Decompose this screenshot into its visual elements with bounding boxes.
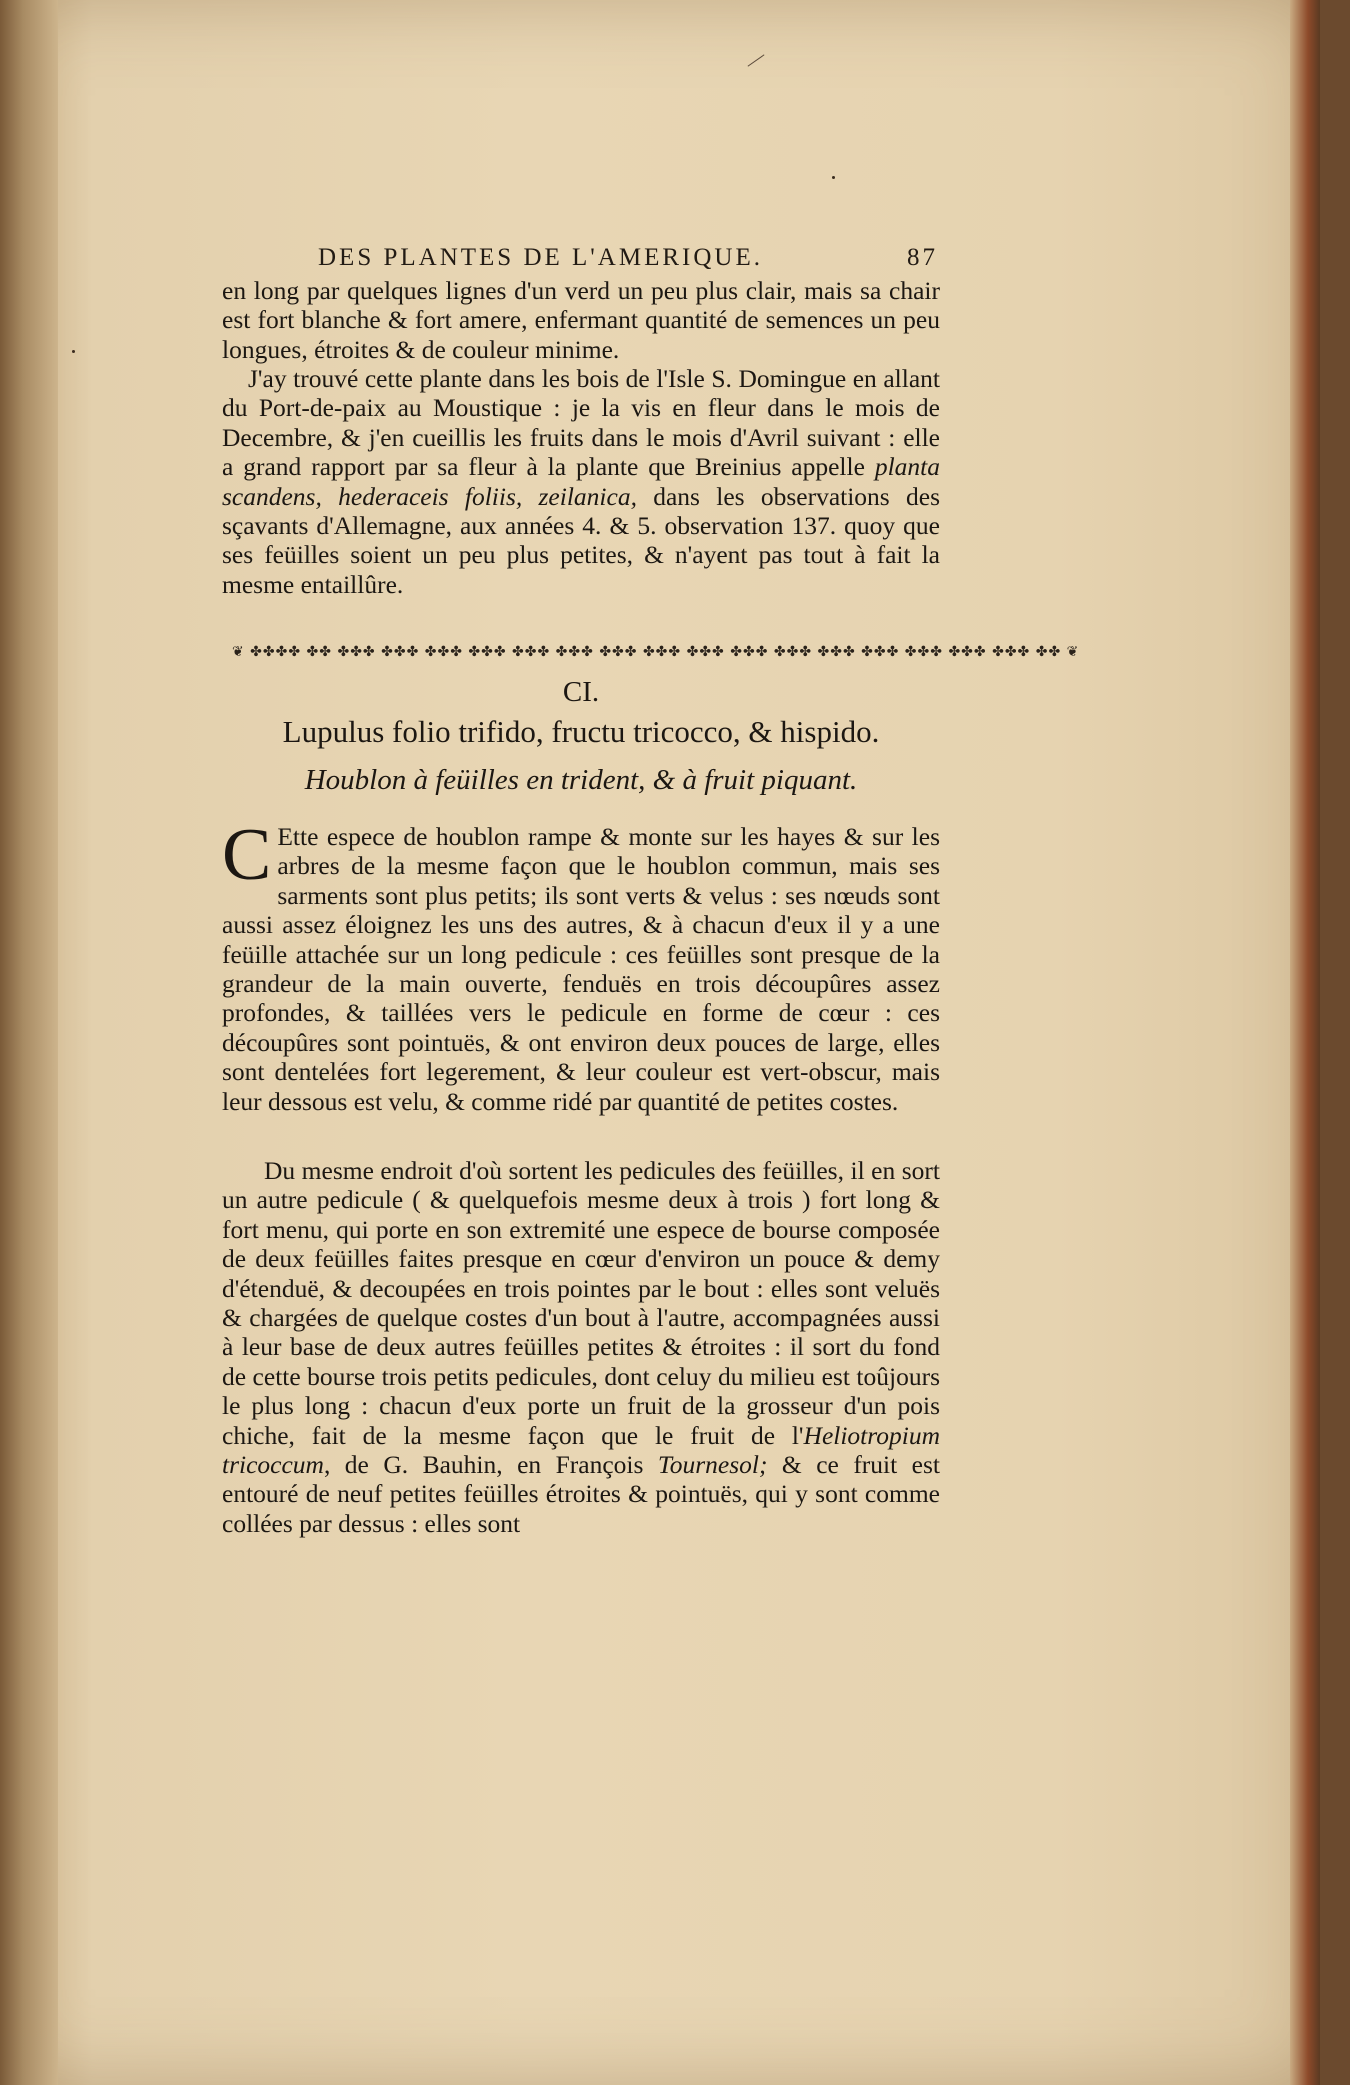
page-edge	[1290, 0, 1320, 2085]
tournesol-name: Tournesol;	[657, 1450, 768, 1480]
page-number: 87	[907, 244, 938, 271]
body-paragraph-1	[222, 814, 940, 1116]
observation-text-start: J'ay trouvé cette plante dans les bois de l'Isle S. Domingue en allant du Port-de-paix au Moustique : je la vis en fleur dans le mois de Decembre, & j'en cueillis les fruits dans le mois d'Avril suivant : elle a grand rapport par sa fleur à la plante que Breinius appelle	[222, 364, 940, 482]
latin-title: Lupulus folio trifido, fructu tricocco, & hispido.	[282, 714, 880, 749]
observation-latin-name: planta scandens, hederaceis foliis, zeilanica,	[222, 452, 940, 511]
running-head-title: DES PLANTES DE L'AMERIQUE.	[318, 244, 763, 271]
heliotropium-name: Heliotropium tricoccum	[222, 1420, 940, 1480]
continuation-paragraph: en long par quelques lignes d'un verd un peu plus clair, mais sa chair est fort blanche & fort amere, enfermant quantité de semences un peu longues, étroites & de couleur minime.	[222, 276, 940, 364]
body-paragraph-1-text: Ette espece de houblon rampe & monte sur les hayes & sur les arbres de la mesme façon que le houblon commun, mais ses sarments sont plus petits; ils sont verts & velus : ses nœuds sont aussi assez éloignez les uns des autres, & à chacun d'eux il y a une feüille attachée sur un long pedicule : ces feüilles sont presque de la grandeur de la main ouverte, fenduës en trois découpûres assez profondes, & taillées vers le pedicule en forme de cœur : ces découpûres sont pointuës, & ont environ deux pouces de large, elles sont dentelées fort legerement, & leur couleur est vert-obscur, mais leur dessous est velu, & comme ridé par quantité de petites costes.	[222, 822, 940, 1116]
page-gutter	[0, 0, 58, 2085]
paper-speck	[72, 350, 75, 353]
chapter-number: CI.	[562, 676, 600, 708]
pen-mark	[748, 54, 765, 66]
running-head	[318, 244, 938, 276]
body-paragraph-2-start: Du mesme endroit d'où sortent les pedicules des feüilles, il en sort un autre pedicule ( & quelquefois mesme deux à trois ) fort long & fort menu, qui porte en son extremité une espece de bourse composée de deux feüilles faites presque en cœur d'environ un pouce & demy d'étenduë, & decoupées en trois pointes par le bout : elles sont veluës & chargées de quelque costes d'un bout à l'autre, accompagnées aussi à leur base de deux autres feüilles petites & étroites : il sort du fond de cette bourse trois petits pedicules, dont celuy du milieu est toûjours le plus long : chacun d'eux porte un fruit de la grosseur d'un pois chiche, fait de la mesme façon que le fruit de l'	[222, 1156, 940, 1450]
body-paragraph-2	[222, 1156, 940, 1538]
french-title: Houblon à feüilles en trident, & à fruit piquant.	[304, 764, 858, 796]
observation-paragraph	[222, 364, 940, 599]
body-paragraph-2-end: & ce fruit est entouré de neuf petites feüilles étroites & pointuës, qui y sont comme collées par dessus : elles sont	[222, 1450, 941, 1538]
observation-text-end: dans les observations des sçavants d'Allemagne, aux années 4. & 5. observation 137. quoy que ses feüilles soient un peu plus petites, & n'ayent pas tout à fait la mesme entaillûre.	[222, 481, 940, 599]
paper-speck	[832, 176, 835, 179]
ornamental-rule: ❦ ✤✤✤✤ ✤✤ ✤✤✤ ✤✤✤ ✤✤✤ ✤✤✤ ✤✤✤ ✤✤✤ ✤✤✤ ✤✤✤ ✤✤✤ ✤✤✤ ✤✤✤ ✤✤✤ ✤✤✤ ✤✤✤ ✤✤✤ ✤✤✤ ✤✤ ❦	[232, 644, 1080, 660]
drop-cap: C	[222, 814, 272, 896]
body-paragraph-2-mid: , de G. Bauhin, en François	[323, 1450, 658, 1480]
